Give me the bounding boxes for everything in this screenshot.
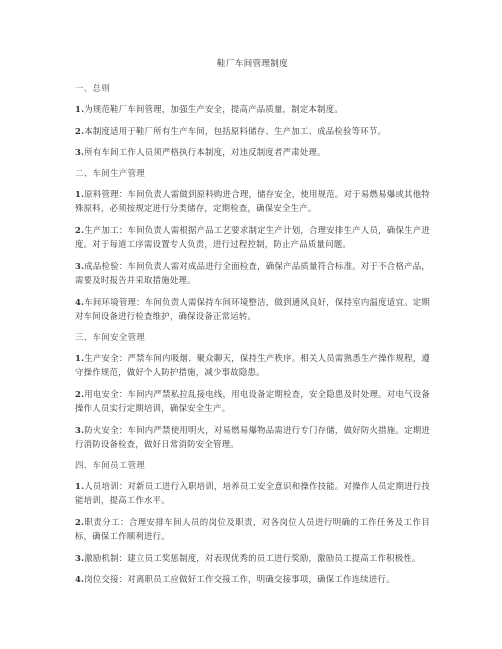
section-heading: 四、车间员工管理 (75, 459, 146, 470)
paragraph: 2.本制度适用于鞋厂所有生产车间，包括原料储存、生产加工、成品检验等环节。 (75, 125, 387, 136)
paragraph: 4.车间环境管理：车间负责人需保持车间环境整洁，做到通风良好，保持室内温度适宜。定期对车间设备进行检查维护，确保设备正常运转。 (75, 296, 430, 321)
paragraph: 3.成品检验：车间负责人需对成品进行全面检查，确保产品质量符合标准。对于不合格产品，需要及时报告并采取措施处理。 (75, 260, 430, 285)
section-heading: 三、车间安全管理 (75, 331, 146, 342)
paragraph: 3.激励机制：建立员工奖惩制度，对表现优秀的员工进行奖励，激励员工提高工作积极性。 (75, 552, 421, 563)
section-heading: 一、总则 (75, 83, 111, 93)
section-heading: 二、车间生产管理 (75, 167, 146, 178)
section-production (75, 167, 430, 324)
paragraph: 2.用电安全：车间内严禁私拉乱接电线，用电设备定期检查，安全隐患及时处理。对电气设备操作人员实行定期培训，确保安全生产。 (75, 388, 430, 413)
paragraph: 1.为规范鞋厂车间管理，加强生产安全，提高产品质量，制定本制度。 (75, 104, 343, 114)
section-staff (75, 459, 430, 587)
paragraph: 3.所有车间工作人员须严格执行本制度，对违反制度者严肃处理。 (75, 147, 326, 157)
document-title: 鞋厂车间管理制度 (216, 59, 289, 69)
paragraph: 2.生产加工：车间负责人需根据产品工艺要求制定生产计划，合理安排生产人员，确保生产进度。对于每道工序需设置专人负责，进行过程控制，防止产品质量问题。 (75, 224, 430, 249)
paragraph: 1.生产安全：严禁车间内吸烟、聚众聊天，保持生产秩序。相关人员需熟悉生产操作规程，遵守操作规范，做好个人防护措施，减少事故隐患。 (75, 352, 430, 377)
section-safety (75, 331, 430, 452)
paragraph: 1.原料管理：车间负责人需做到原料购进合理，储存安全，使用规范。对于易燃易爆或其他特殊原料，必须按规定进行分类储存，定期检查，确保安全生产。 (75, 188, 430, 213)
paragraph: 4.岗位交接：对离职员工应做好工作交接工作，明确交接事项，确保工作连续进行。 (75, 574, 395, 584)
paragraph: 2.职责分工：合理安排车间人员的岗位及职责，对各岗位人员进行明确的工作任务及工作目标，确保工作顺利进行。 (75, 516, 430, 541)
section-general (75, 82, 430, 160)
paragraph: 1.人员培训：对新员工进行入职培训，培养员工安全意识和操作技能。对操作人员定期进行技能培训，提高工作水平。 (75, 480, 430, 505)
paragraph: 3.防火安全：车间内严禁使用明火，对易燃易爆物品需进行专门存储，做好防火措施。定期进行消防设备检查，做好日常消防安全管理。 (75, 424, 430, 449)
